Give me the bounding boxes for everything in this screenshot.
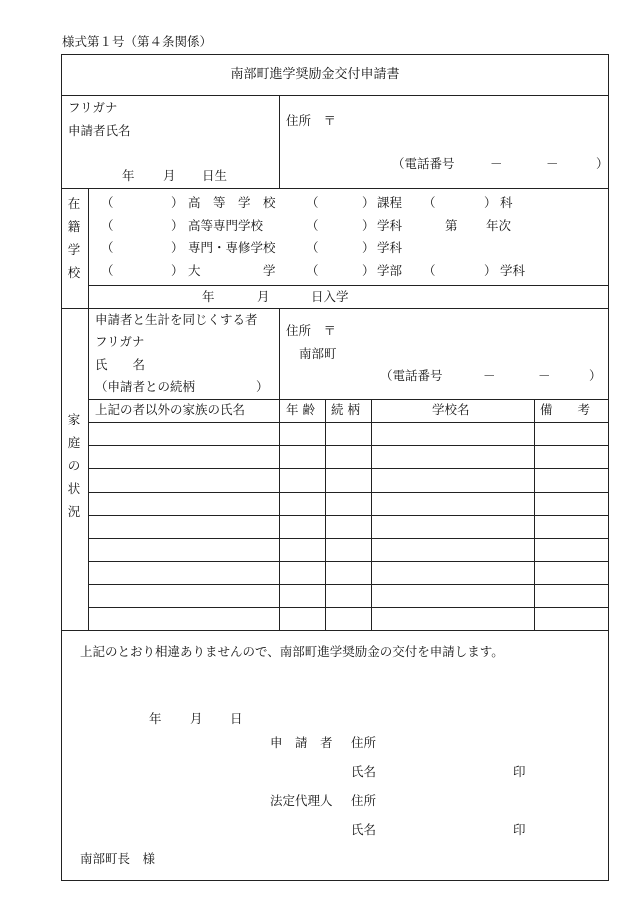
grade-unit: 年次	[486, 218, 512, 233]
paren: ）	[362, 218, 375, 233]
seal-mark: 印	[513, 764, 526, 779]
divider	[88, 399, 609, 400]
school-type-high: 高 等 学 校	[188, 195, 276, 210]
enroll-day-label: 日入学	[311, 289, 349, 304]
table-header-school: 学校名	[432, 402, 470, 417]
phone-dash: －	[538, 368, 551, 383]
applicant-signer-name: 氏名	[351, 764, 377, 779]
date-day-label: 日	[230, 711, 243, 726]
applicant-address-label: 住所 〒	[286, 113, 337, 128]
paren: ）	[171, 195, 184, 210]
side-char: 校	[67, 265, 81, 280]
table-header-age: 年 齢	[286, 402, 315, 417]
applicant-signer-address: 住所	[351, 735, 377, 750]
school-type-vocational: 専門・専修学校	[188, 240, 276, 255]
applicant-furigana-label: フリガナ	[68, 100, 118, 115]
enroll-year-label: 年	[202, 289, 215, 304]
guardian-name-label: 氏 名	[95, 357, 146, 372]
divider	[61, 95, 609, 96]
table-row	[88, 561, 609, 562]
divider	[88, 308, 89, 630]
table-row	[88, 584, 609, 585]
table-header-relation: 続 柄	[331, 402, 360, 417]
relation-close: ）	[256, 379, 269, 394]
side-char: 籍	[67, 219, 81, 234]
divider	[279, 308, 280, 399]
date-year-label: 年	[149, 711, 162, 726]
divider	[88, 285, 609, 286]
relation-label: （申請者との続柄	[95, 379, 196, 394]
paren: （	[423, 195, 436, 210]
phone-dash: －	[546, 156, 559, 171]
form-title: 南部町進学奨励金交付申請書	[230, 67, 400, 82]
paren: （	[306, 240, 319, 255]
paren: （	[423, 263, 436, 278]
side-char: 状	[67, 481, 81, 496]
table-row	[88, 492, 609, 493]
side-char: 家	[67, 412, 81, 427]
divider	[88, 188, 89, 308]
applicant-signer-label: 申 請 者	[270, 735, 333, 750]
birth-day-label: 日生	[202, 168, 228, 183]
paren: ）	[484, 263, 497, 278]
phone-close: ）	[596, 156, 609, 171]
agent-name: 氏名	[351, 822, 377, 837]
school-type-technical: 高等専門学校	[188, 218, 264, 233]
agent-address: 住所	[351, 793, 377, 808]
paren: ）	[171, 240, 184, 255]
paren: （	[101, 240, 114, 255]
phone-dash: －	[490, 156, 503, 171]
seal-mark: 印	[513, 822, 526, 837]
school-side-label	[66, 198, 82, 290]
paren: ）	[171, 263, 184, 278]
family-side-label	[66, 414, 82, 529]
phone-dash: －	[483, 368, 496, 383]
phone-close: ）	[589, 368, 602, 383]
side-char: 学	[67, 242, 81, 257]
paren: （	[306, 218, 319, 233]
paren: ）	[362, 263, 375, 278]
divider	[61, 308, 609, 309]
paren: ）	[362, 240, 375, 255]
guardian-label: 申請者と生計を同じくする者	[95, 312, 258, 327]
form-code: 様式第１号（第４条関係）	[62, 34, 213, 49]
course-label: 学科	[377, 218, 403, 233]
table-row	[88, 445, 609, 446]
divider	[61, 630, 609, 631]
table-row	[88, 422, 609, 423]
course-label: 学部	[377, 263, 403, 278]
applicant-name-label: 申請者氏名	[68, 123, 131, 138]
enroll-month-label: 月	[257, 289, 270, 304]
divider	[279, 95, 280, 188]
birth-year-label: 年	[122, 168, 135, 183]
side-char: 在	[67, 196, 81, 211]
paren: ）	[171, 218, 184, 233]
paren: （	[101, 218, 114, 233]
paren: （	[306, 195, 319, 210]
applicant-phone-label: （電話番号	[392, 156, 455, 171]
dept-label: 学科	[500, 263, 526, 278]
birth-month-label: 月	[163, 168, 176, 183]
addressee: 南部町長 様	[80, 851, 156, 866]
table-header-family-name: 上記の者以外の家族の氏名	[95, 402, 246, 417]
table-header-remarks: 備 考	[540, 402, 591, 417]
school-type-university: 大 学	[188, 263, 276, 278]
dept-label: 科	[500, 195, 513, 210]
paren: ）	[484, 195, 497, 210]
guardian-furigana-label: フリガナ	[95, 334, 145, 349]
grade-label: 第	[445, 218, 458, 233]
table-row	[88, 607, 609, 608]
guardian-phone-label: （電話番号	[380, 368, 443, 383]
agent-label: 法定代理人	[270, 793, 333, 808]
table-row	[88, 538, 609, 539]
paren: （	[101, 263, 114, 278]
paren: （	[101, 195, 114, 210]
table-row	[88, 515, 609, 516]
date-month-label: 月	[190, 711, 203, 726]
course-label: 課程	[377, 195, 403, 210]
declaration-statement: 上記のとおり相違ありませんので、南部町進学奨励金の交付を申請します。	[80, 644, 504, 659]
divider	[61, 188, 609, 189]
table-row	[88, 468, 609, 469]
paren: ）	[362, 195, 375, 210]
side-char: 庭	[67, 435, 81, 450]
paren: （	[306, 263, 319, 278]
guardian-town: 南部町	[299, 346, 337, 361]
side-char: 況	[67, 504, 81, 519]
guardian-address-label: 住所 〒	[286, 323, 337, 338]
side-char: の	[67, 458, 81, 473]
course-label: 学科	[377, 240, 403, 255]
